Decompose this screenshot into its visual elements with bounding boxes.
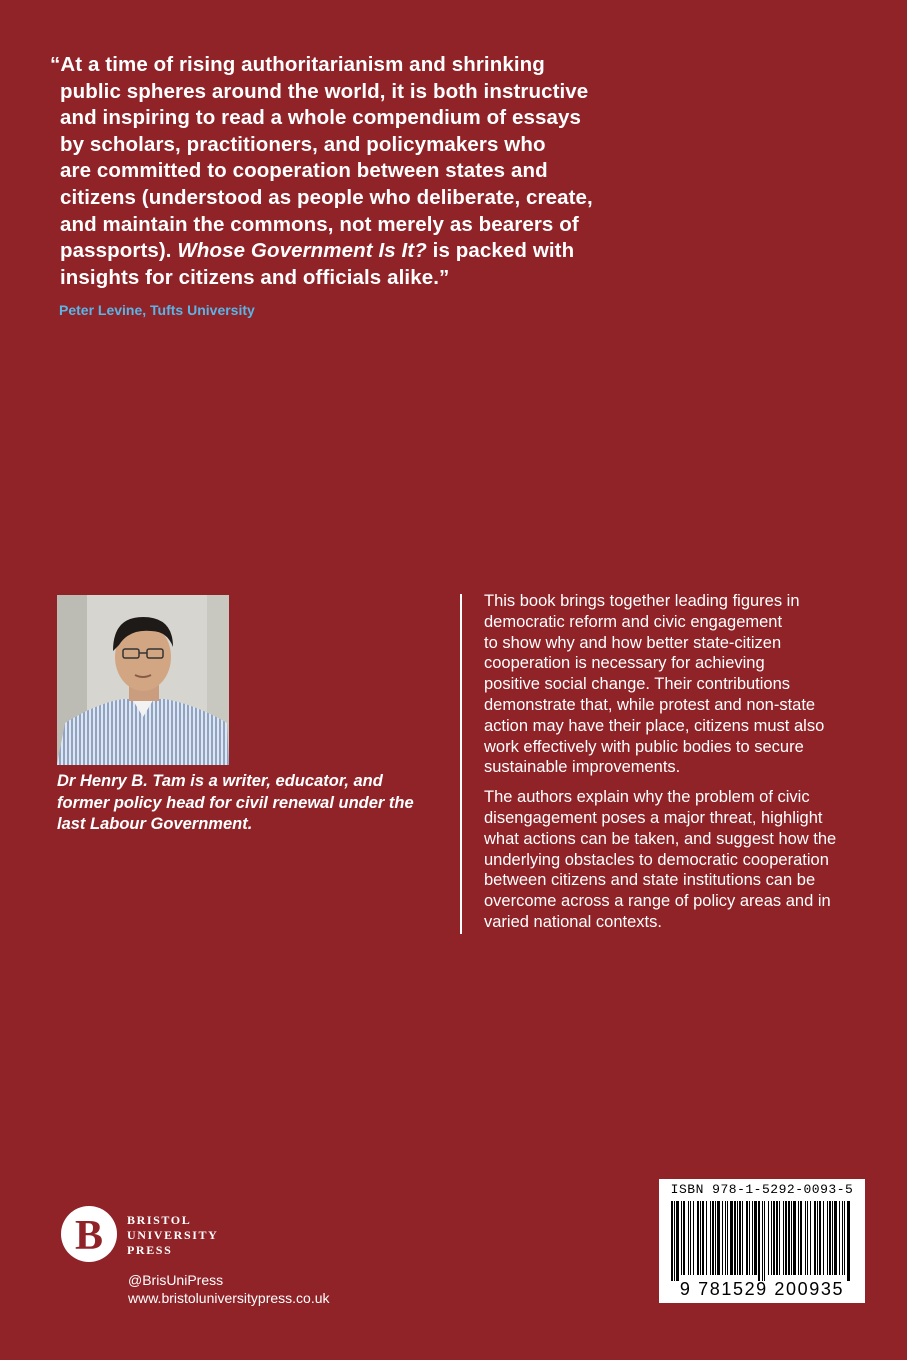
barcode-bar: [754, 1201, 757, 1275]
barcode-bar: [798, 1201, 799, 1275]
barcode-bar: [762, 1201, 763, 1281]
isbn-label: ISBN 978-1-5292-0093-5: [670, 1182, 854, 1197]
book-title: Whose Government Is It?: [177, 239, 427, 263]
publisher-name-line: PRESS: [127, 1243, 173, 1257]
barcode-bar: [737, 1201, 738, 1275]
publisher-name-line: BRISTOL: [127, 1213, 192, 1227]
barcode-bar: [776, 1201, 778, 1275]
description-line: demonstrate that, while protest and non-state: [484, 695, 816, 714]
description-paragraph-2: [484, 787, 884, 933]
barcode-bar: [676, 1201, 679, 1281]
description-line: positive social change. Their contributions: [484, 675, 791, 694]
description-line: cooperation is necessary for achieving: [484, 654, 765, 673]
barcode-bar: [785, 1201, 787, 1275]
publisher-website: www.bristoluniversitypress.co.uk: [128, 1290, 330, 1306]
quote-text: is packed with: [426, 239, 575, 263]
author-portrait-image: [57, 595, 229, 765]
barcode-bar: [810, 1201, 811, 1275]
isbn-barcode: [659, 1179, 865, 1303]
publisher-name: [127, 1213, 218, 1258]
logo-letter: B: [74, 1213, 104, 1259]
barcode-bar: [773, 1201, 775, 1275]
book-description: [484, 591, 884, 942]
barcode-bar: [683, 1201, 685, 1275]
quote-line: by scholars, practitioners, and policymakers who: [60, 132, 546, 156]
barcode-bar: [783, 1201, 784, 1275]
description-line: underlying obstacles to democratic cooperation: [484, 850, 829, 869]
barcode-digits: 9 781529 200935: [679, 1279, 845, 1299]
barcode-bar: [722, 1201, 723, 1275]
description-line: action may have their place, citizens must also: [484, 716, 825, 735]
description-line: This book brings together leading figures in: [484, 592, 800, 610]
barcode-bar: [697, 1201, 699, 1275]
barcode-bar: [823, 1201, 824, 1275]
barcode-bar: [742, 1201, 743, 1275]
barcode-bar: [807, 1201, 808, 1275]
barcode-bar: [779, 1201, 780, 1275]
barcode-bar: [758, 1201, 760, 1281]
bio-line: last Labour Government.: [57, 815, 253, 833]
endorsement-quote: [50, 52, 650, 291]
barcode-bar: [793, 1201, 796, 1275]
quote-text: passports).: [60, 239, 178, 263]
barcode-bar: [771, 1201, 772, 1275]
barcode-bar: [768, 1201, 769, 1275]
description-line: disengagement poses a major threat, highlight: [484, 808, 823, 827]
social-handle: @BrisUniPress: [128, 1272, 224, 1288]
barcode-bar: [749, 1201, 750, 1275]
description-line: The authors explain why the problem of civic: [484, 788, 810, 807]
barcode-bar: [739, 1201, 741, 1275]
bio-line: Dr Henry B. Tam is a writer, educator, and: [57, 772, 383, 790]
barcode-bar: [715, 1201, 716, 1275]
barcode-bar: [690, 1201, 691, 1275]
barcode-bar: [842, 1201, 843, 1275]
barcode-bar: [839, 1201, 840, 1275]
barcode-bar: [805, 1201, 806, 1275]
barcode-bar: [800, 1201, 802, 1275]
barcode-bar: [817, 1201, 818, 1275]
quote-line: and maintain the commons, not merely as bearers of: [60, 212, 579, 236]
author-photo: [57, 595, 229, 765]
barcode-bar: [706, 1201, 707, 1275]
barcode-bar: [727, 1201, 728, 1275]
quote-line: citizens (understood as people who deliberate, create,: [60, 185, 593, 209]
barcode-bar: [847, 1201, 850, 1281]
barcode-bar: [844, 1201, 845, 1275]
description-line: to show why and how better state-citizen: [484, 633, 782, 652]
author-bio: [57, 771, 447, 836]
publisher-name-line: UNIVERSITY: [127, 1228, 219, 1242]
quote-line: and inspiring to read a whole compendium of essays: [60, 106, 582, 130]
barcode-bar: [674, 1201, 675, 1281]
barcode-bar: [734, 1201, 736, 1275]
description-line: democratic reform and civic engagement: [484, 612, 783, 631]
publisher-logo-icon: [56, 1205, 120, 1263]
description-line: work effectively with public bodies to secure: [484, 737, 804, 756]
barcode-bar: [791, 1201, 792, 1275]
barcode-bar: [717, 1201, 720, 1275]
quote-line: public spheres around the world, it is both instructive: [60, 79, 589, 103]
barcode-bar: [725, 1201, 726, 1275]
barcode-bar: [752, 1201, 753, 1275]
quote-line: “At a time of rising authoritarianism and shrinking: [50, 53, 545, 76]
barcode-bar: [819, 1201, 821, 1275]
barcode-bar: [814, 1201, 816, 1275]
quote-line: insights for citizens and officials alike.”: [60, 265, 450, 289]
barcode-bar: [832, 1201, 833, 1275]
barcode-bar: [746, 1201, 748, 1275]
column-divider: [460, 594, 462, 934]
barcode-bar: [829, 1201, 831, 1275]
quote-attribution: Peter Levine, Tufts University: [59, 302, 255, 318]
barcode-bar: [700, 1201, 701, 1275]
barcode-bar: [834, 1201, 837, 1275]
description-line: between citizens and state institutions can be: [484, 871, 816, 890]
barcode-bar: [710, 1201, 711, 1275]
barcode-bar: [788, 1201, 790, 1275]
description-line: varied national contexts.: [484, 912, 662, 931]
barcode-bar: [730, 1201, 733, 1275]
barcode-bar: [671, 1201, 673, 1281]
barcode-bars: [669, 1201, 855, 1281]
description-paragraph-1: [484, 591, 884, 778]
bio-line: former policy head for civil renewal under the: [57, 793, 414, 812]
description-line: sustainable improvements.: [484, 758, 681, 777]
barcode-bar: [681, 1201, 682, 1275]
barcode-bar: [702, 1201, 704, 1275]
barcode-bar: [764, 1201, 765, 1281]
description-line: overcome across a range of policy areas and in: [484, 892, 831, 911]
barcode-bar: [827, 1201, 828, 1275]
barcode-bar: [693, 1201, 694, 1275]
description-line: what actions can be taken, and suggest how the: [484, 829, 837, 848]
barcode-bar: [688, 1201, 689, 1275]
quote-line: [50, 238, 650, 265]
quote-line: are committed to cooperation between states and: [60, 159, 548, 183]
barcode-bar: [712, 1201, 714, 1275]
